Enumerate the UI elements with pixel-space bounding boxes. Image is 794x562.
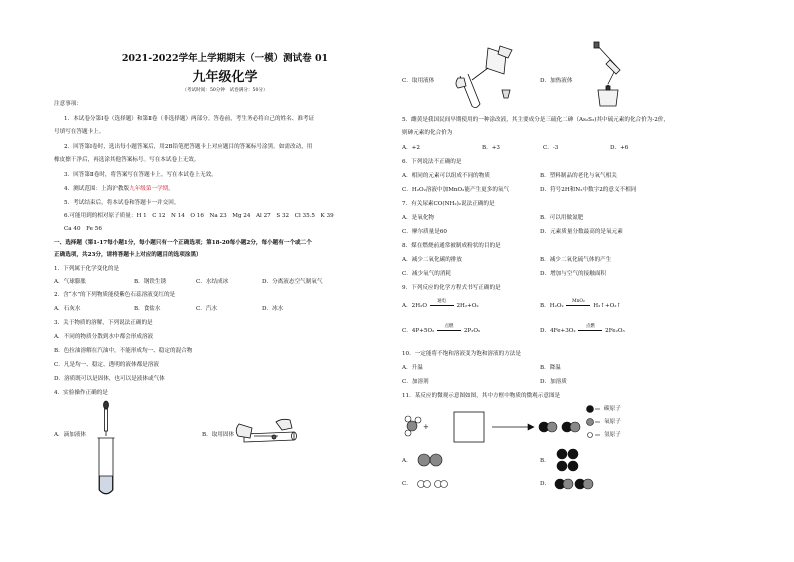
q8-option-c: C．减少氧气的消耗 [402,271,452,277]
q9-stem: 9．下列反应的化学方程式书写正确的是 [402,285,501,291]
note-1a: 1．本试卷分第Ⅰ卷（选择题）和第Ⅱ卷（非选择题）两部分。答卷前，考生务必将自己的姓名、准考证 [64,116,315,122]
note-1b: 号填写在答题卡上。 [54,129,105,135]
q9-option-d: D．4Fe+3O₂ 点燃 2Fe₂O₃ [540,324,625,334]
heating-liquid-illustration [584,40,629,110]
note-4-scope: 九年级第一学期 [129,186,169,192]
q11-option-c: C． [402,481,412,487]
q6-option-b: B．塑料制品的老化与氧气相关 [540,173,617,179]
q6-option-d: D．符号2H和N₂中数字2的意义不相同 [540,187,637,193]
notes-heading: 注意事项： [54,101,82,107]
q11-stem: 11．某反应的微观示意图如图，其中方框中物质的微观示意图是 [402,393,561,399]
q8-option-a: A．减少二氧化碳的排放 [402,257,462,263]
note-2b: 橡皮擦干净后，再选涂其他答案标号。写在本试卷上无效。 [54,157,200,163]
q2-option-b: B．食盐水 [134,306,161,312]
q1-stem: 1．下列属于化学变化的是 [54,266,120,272]
q3-stem: 3．关于物质的溶解，下列说法正确的是 [54,320,153,326]
q8-option-d: D．增加与空气的接触面积 [540,271,607,277]
taking-solid-illustration [234,414,304,459]
reaction-diagram [402,404,582,454]
q11-option-a: A． [402,458,412,464]
q7-option-a: A．是氧化物 [402,215,435,221]
q2-option-c: C．汽水 [196,306,218,312]
q9-d-condition: 点燃 [585,324,595,329]
pouring-liquid-illustration [448,44,518,109]
q5-option-b: B．+3 [482,145,500,151]
q6-option-c: C．H₂O₂溶液中加MnO₂能产生更多的氧气 [402,187,510,193]
q11-option-b: B． [540,458,550,464]
q10-stem: 10．一定能将不饱和溶液变为饱和溶液的方法是 [402,351,521,357]
atom-legend [586,404,606,444]
q11-option-a-molecule [416,452,446,468]
q2-option-d: D．冰水 [262,306,284,312]
q9-a-condition: 通电 [437,299,447,304]
q5-stem-line2: 则砷元素的化合价为 [402,130,453,136]
note-3: 3．回答第Ⅱ卷时，将答案写在答题卡上。写在本试卷上无效。 [64,172,217,178]
q1-option-b: B．钢铁生锈 [134,279,167,285]
q2-stem: 2．含“水”的下列物质能使紫色石蕊溶液变红的是 [54,292,176,298]
q1-option-d: D．分离液态空气制氧气 [262,279,323,285]
q11-option-d-molecule [554,477,594,491]
q9-c-condition: 点燃 [444,324,454,329]
exam-title: 2021-2022学年上学期期末（一模）测试卷 01 [121,53,329,64]
q9-option-b: B．H₂O₂ MnO₂ H₂↑+O₂↑ [540,299,622,309]
q5-stem-line1: 5．雌黄是我国民间早期使用的一种涂改液，其主要成分是三硫化二砷（As₂S₃)其中硫元素的化合价为-2价， [402,117,669,123]
q5-option-c: C．-3 [543,145,559,151]
q11-option-d: D． [540,481,551,487]
note-6b: Ca 40 Fe 56 [64,226,102,232]
q1-option-a: A．气球膨胀 [54,279,87,285]
q2-option-a: A．石灰水 [54,306,81,312]
legend-carbon: 碳原子 [604,406,621,412]
q7-option-c: C．摩尔质量是60 [402,229,447,235]
q3-option-a: A．不同的物质分散到水中都会形成溶液 [54,334,154,340]
q1-option-c: C．水结成冰 [196,279,229,285]
q8-option-b: B．减少二氧化硫气体的产生 [540,257,612,263]
q10-option-d: D．加溶质 [540,379,567,385]
note-6a: 6.可能用到的相对原子质量：H 1 C 12 N 14 O 16 Na 23 Mg 24 Al 27 S 32 Cl 35.5 K 39 [64,213,334,219]
section1-line1: 一、选择题（第1-17每小题1分，每小题只有一个正确选项；第18-20每小题2分，每小题有一个或二个 [54,240,312,246]
q7-option-b: B．可以用做氮肥 [540,215,584,221]
exam-meta: （考试时间：50分钟 试卷满分：50分） [182,88,268,93]
q7-stem: 7．有关尿素CO(NH₂)₂说法正确的是 [402,201,495,207]
q5-option-d: D．+6 [610,145,629,151]
legend-oxygen: 氧原子 [604,419,621,425]
q11-option-c-molecule [416,478,456,490]
q3-option-c: C．凡是均一、稳定、透明的液体都是溶液 [54,362,159,368]
q9-option-c: C．4P+5O₂ 点燃 2P₂O₅ [402,324,481,334]
q9-option-a: A．2H₂O 通电 2H₂+O₂ [402,299,479,309]
q11-option-b-molecule [554,448,584,472]
q8-stem: 8．煤在燃烧前通常被制成粉状的目的是 [402,243,501,249]
section1-line2: 正确选项，共23分，请将答题卡上对应的题目的选项涂黑） [54,252,202,258]
q4-option-b: B．取用固体 [202,432,235,438]
note-4: 4．测试范围：上海沪教版九年级第一学期。 [64,186,174,192]
dropping-liquid-illustration [90,398,130,498]
q10-option-a: A．升温 [402,365,423,371]
exam-subject: 九年级化学 [192,70,258,85]
q4-option-d: D．加热液体 [540,78,573,84]
q9-b-condition: MnO₂ [572,299,585,304]
q6-stem: 6．下列说法不正确的是 [402,159,462,165]
note-5: 5．考试结束后，将本试卷和答题卡一并交回。 [64,200,180,206]
reaction-plus: + [423,423,429,431]
q4-option-c: C．取用液体 [402,78,435,84]
q10-option-b: B．降温 [540,365,561,371]
legend-hydrogen: 氢原子 [604,432,621,438]
note-2a: 2．回答第Ⅰ卷时，选出每小题答案后，用2B铅笔把答题卡上对应题目的答案标号涂黑。如需改动，用 [64,144,313,150]
q5-option-a: A．+2 [402,145,420,151]
q3-option-d: D．溶质既可以是固体，也可以是液体或气体 [54,376,165,382]
q6-option-a: A．相同的元素可以组成不同的物质 [402,173,490,179]
q3-option-b: B．色拉油溶解在汽油中，不能形成均一、稳定的混合物 [54,348,193,354]
q10-option-c: C．加溶剂 [402,379,429,385]
q4-stem: 4．实验操作正确的是 [54,390,108,396]
q4-option-a: A．滴加液体 [54,432,87,438]
q7-option-d: D．元素质量分数最高的是氧元素 [540,229,623,235]
